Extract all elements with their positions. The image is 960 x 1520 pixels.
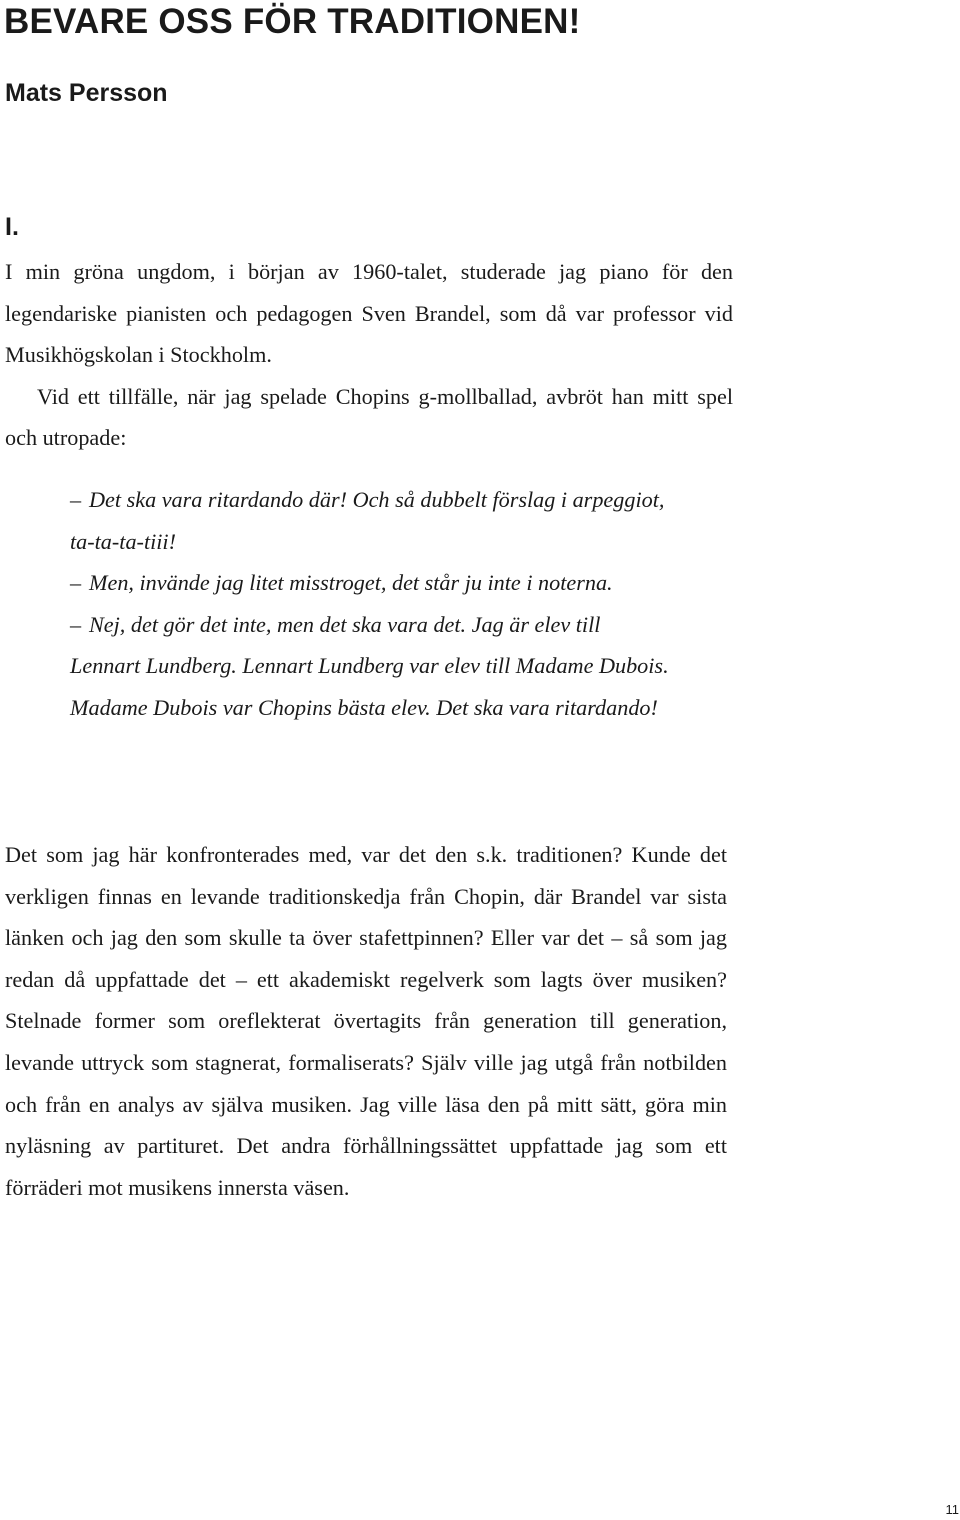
paragraph-intro-text-b: Vid ett tillfälle, när jag spelade Chopins g-mollballad, avbröt han mitt spel och utropade:	[5, 383, 733, 450]
paragraph-intro	[5, 251, 733, 459]
paragraph-intro-text-a: I min gröna ungdom, i början av 1960-talet, studerade jag piano för den legendariske pianisten och pedagogen Sven Brandel, som då var professor vid Musikhögskolan i Stockholm.	[5, 259, 733, 367]
section-number: I.	[5, 213, 19, 241]
dialogue-dash: –	[70, 487, 82, 512]
article-title: BEVARE OSS FÖR TRADITIONEN!	[4, 2, 581, 41]
dialogue-quote	[70, 479, 670, 728]
author-name: Mats Persson	[5, 79, 168, 107]
page-number: 11	[945, 1502, 959, 1517]
dialogue-line-text: Nej, det gör det inte, men det ska vara det. Jag är elev till Lennart Lundberg. Lennart Lundberg var elev till Madame Dubois. Madame Dubois var Chopins bästa elev. Det ska vara ritardando!	[70, 611, 669, 720]
dialogue-line	[70, 562, 670, 604]
dialogue-line-text: Det ska vara ritardando där! Och så dubbelt förslag i arpeggiot, ta-ta-ta-tiii!	[70, 487, 665, 554]
dialogue-dash: –	[70, 570, 82, 595]
dialogue-line-text: Men, invände jag litet misstroget, det står ju inte i noterna.	[89, 570, 613, 595]
dialogue-line	[70, 604, 670, 729]
dialogue-dash: –	[70, 611, 82, 637]
paragraph-tradition: Det som jag här konfronterades med, var det den s.k. traditionen? Kunde det verkligen finnas en levande traditionskedja från Chopin, där Brandel var sista länken och jag den som skulle ta över stafettpinnen? Eller var det – så som jag redan då uppfattade det – ett akademiskt regelverk som lagts över musiken? Stelnade former som oreflekterat övertagits från generation till generation, levande uttryck som stagnerat, formaliserats? Själv ville jag utgå från notbilden och från en analys av själva musiken. Jag ville läsa den på mitt sätt, göra min nyläsning av partituret. Det andra förhållningssättet uppfattade jag som ett förräderi mot musikens innersta väsen.	[5, 842, 727, 1200]
dialogue-line	[70, 479, 670, 562]
